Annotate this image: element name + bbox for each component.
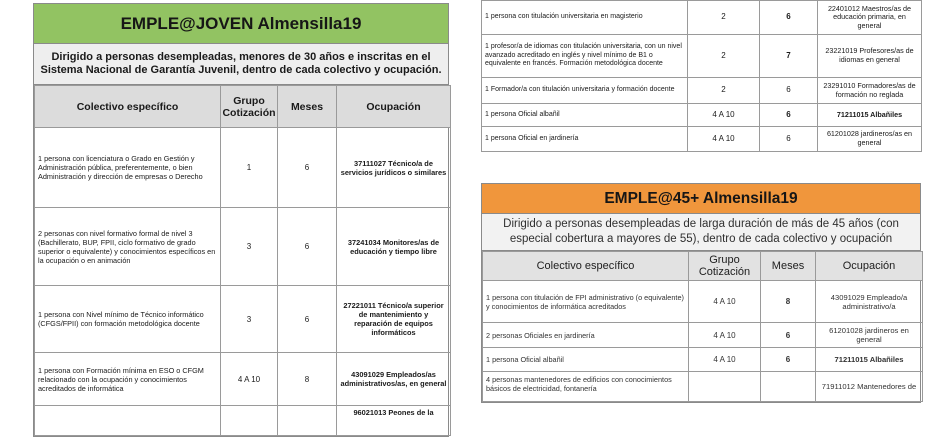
cell-ocupacion: 22401012 Maestros/as de educación primaria, en general: [818, 1, 922, 35]
cell-ocupacion: 23221019 Profesores/as de idiomas en general: [818, 35, 922, 78]
cell-meses: [278, 406, 337, 436]
header-ocupacion: Ocupación: [337, 86, 451, 128]
cell-grupo: 2: [688, 78, 760, 104]
cell-meses: [761, 372, 816, 402]
cell-grupo: 4 A 10: [689, 323, 761, 348]
table-row: [482, 35, 922, 78]
cell-colectivo: 1 persona Oficial en jardinería: [482, 127, 688, 152]
cell-ocupacion: 37111027 Técnico/a de servicios jurídicos o similares: [337, 128, 451, 208]
joven-header-row: [35, 86, 451, 128]
header-colectivo: Colectivo específico: [35, 86, 221, 128]
cell-meses: 6: [278, 286, 337, 353]
cell-colectivo: [35, 406, 221, 436]
cell-meses: 6: [760, 104, 818, 127]
cell-meses: 8: [278, 353, 337, 406]
joven-table: [34, 85, 451, 436]
cell-ocupacion: 43091029 Empleados/as administrativos/as, en general: [337, 353, 451, 406]
cell-grupo: 4 A 10: [221, 353, 278, 406]
joven-subtitle-line2: Sistema Nacional de Garantía Juvenil, dentro de cada colectivo y ocupación.: [40, 64, 442, 76]
cell-grupo: 2: [688, 35, 760, 78]
table-row: [35, 286, 451, 353]
cell-colectivo: 1 profesor/a de idiomas con titulación universitaria, con un nivel avanzado acreditado en inglés y nivel mínimo de B1 o equivalente en francés. Formación metodológica docente: [482, 35, 688, 78]
emplea-45-panel: [481, 183, 921, 403]
cell-ocupacion: 27221011 Técnico/a superior de mantenimiento y reparación de equipos informáticos: [337, 286, 451, 353]
cell-ocupacion: 61201028 jardineros/as en general: [818, 127, 922, 152]
cell-meses: 6: [278, 208, 337, 286]
emplea-joven-panel: [33, 3, 449, 437]
cell-meses: 6: [760, 127, 818, 152]
cell-meses: 6: [761, 323, 816, 348]
cell-ocupacion: 37241034 Monitores/as de educación y tiempo libre: [337, 208, 451, 286]
table-row: [482, 78, 922, 104]
cell-ocupacion: 71211015 Albañiles: [818, 104, 922, 127]
cell-ocupacion: 71211015 Albañiles: [816, 348, 923, 372]
header-grupo: Grupo Cotización: [221, 86, 278, 128]
joven-subtitle-line1: Dirigido a personas desempleadas, menores de 30 años e inscritas en el: [51, 51, 431, 63]
cell-colectivo: 1 Formador/a con titulación universitaria y formación docente: [482, 78, 688, 104]
cell-meses: 8: [761, 281, 816, 323]
table-row: [482, 104, 922, 127]
continuation-table: [481, 0, 922, 152]
table-row: [483, 281, 923, 323]
table-row: [482, 127, 922, 152]
table-row: [483, 323, 923, 348]
header-ocupacion: Ocupación: [816, 252, 923, 281]
table-row: [35, 128, 451, 208]
cell-grupo: 3: [221, 286, 278, 353]
header-meses: Meses: [278, 86, 337, 128]
joven-title: EMPLE@JOVEN Almensilla19: [34, 4, 448, 44]
header-colectivo: Colectivo específico: [483, 252, 689, 281]
cell-meses: 7: [760, 35, 818, 78]
cell-ocupacion: 43091029 Empleado/a administrativo/a: [816, 281, 923, 323]
cell-colectivo: 1 persona con Formación mínima en ESO o CFGM relacionado con la ocupación y conocimientos acreditados de informática: [35, 353, 221, 406]
mas45-subtitle-line1: Dirigido a personas desempleadas de larga duración de más de 45 años (con: [503, 218, 899, 230]
table-row: [35, 208, 451, 286]
table-row: [35, 353, 451, 406]
continuation-table-panel: [481, 0, 921, 152]
table-row: [482, 1, 922, 35]
cell-grupo: 2: [688, 1, 760, 35]
cell-grupo: 3: [221, 208, 278, 286]
cell-colectivo: 4 personas mantenedores de edificios con conocimientos básicos de electricidad, fontanería: [483, 372, 689, 402]
cell-ocupacion: 61201028 jardineros en general: [816, 323, 923, 348]
mas45-header-row: [483, 252, 923, 281]
mas45-table: [482, 251, 923, 402]
cell-colectivo: 1 persona con titulación de FPI administrativo (o equivalente) y conocimientos de informática acreditados: [483, 281, 689, 323]
cell-colectivo: 2 personas Oficiales en jardinería: [483, 323, 689, 348]
cell-meses: 6: [760, 1, 818, 35]
cell-colectivo: 1 persona con Nivel mínimo de Técnico informático (CFGS/FPII) con formación metodológica docente: [35, 286, 221, 353]
cell-colectivo: 2 personas con nivel formativo formal de nivel 3 (Bachillerato, BUP, FPII, ciclo formativo de grado superior o equivalente) y conocimientos específicos en la ocupación o en animación: [35, 208, 221, 286]
cell-meses: 6: [760, 78, 818, 104]
mas45-subtitle-line2: especial cobertura a mayores de 55), dentro de cada colectivo y ocupación: [509, 233, 893, 245]
cell-ocupacion: 71911012 Mantenedores de: [816, 372, 923, 402]
mas45-subtitle: [482, 214, 920, 251]
cell-meses: 6: [761, 348, 816, 372]
cell-grupo: 1: [221, 128, 278, 208]
cell-colectivo: 1 persona Oficial albañil: [483, 348, 689, 372]
table-row: [35, 406, 451, 436]
mas45-title: EMPLE@45+ Almensilla19: [482, 184, 920, 214]
cell-grupo: [221, 406, 278, 436]
cell-grupo: 4 A 10: [689, 348, 761, 372]
cell-grupo: 4 A 10: [689, 281, 761, 323]
table-row: [483, 372, 923, 402]
header-meses: Meses: [761, 252, 816, 281]
cell-ocupacion: 96021013 Peones de la: [337, 406, 451, 436]
cell-colectivo: 1 persona con licenciatura o Grado en Gestión y Administración pública, preferentemente, o bien Administración y dirección de empresas o Derecho: [35, 128, 221, 208]
cell-meses: 6: [278, 128, 337, 208]
cell-colectivo: 1 persona con titulación universitaria en magisterio: [482, 1, 688, 35]
table-row: [483, 348, 923, 372]
header-grupo: Grupo Cotización: [689, 252, 761, 281]
cell-ocupacion: 23291010 Formadores/as de formación no reglada: [818, 78, 922, 104]
joven-subtitle: [34, 44, 448, 85]
cell-colectivo: 1 persona Oficial albañil: [482, 104, 688, 127]
cell-grupo: 4 A 10: [688, 127, 760, 152]
cell-grupo: [689, 372, 761, 402]
cell-grupo: 4 A 10: [688, 104, 760, 127]
